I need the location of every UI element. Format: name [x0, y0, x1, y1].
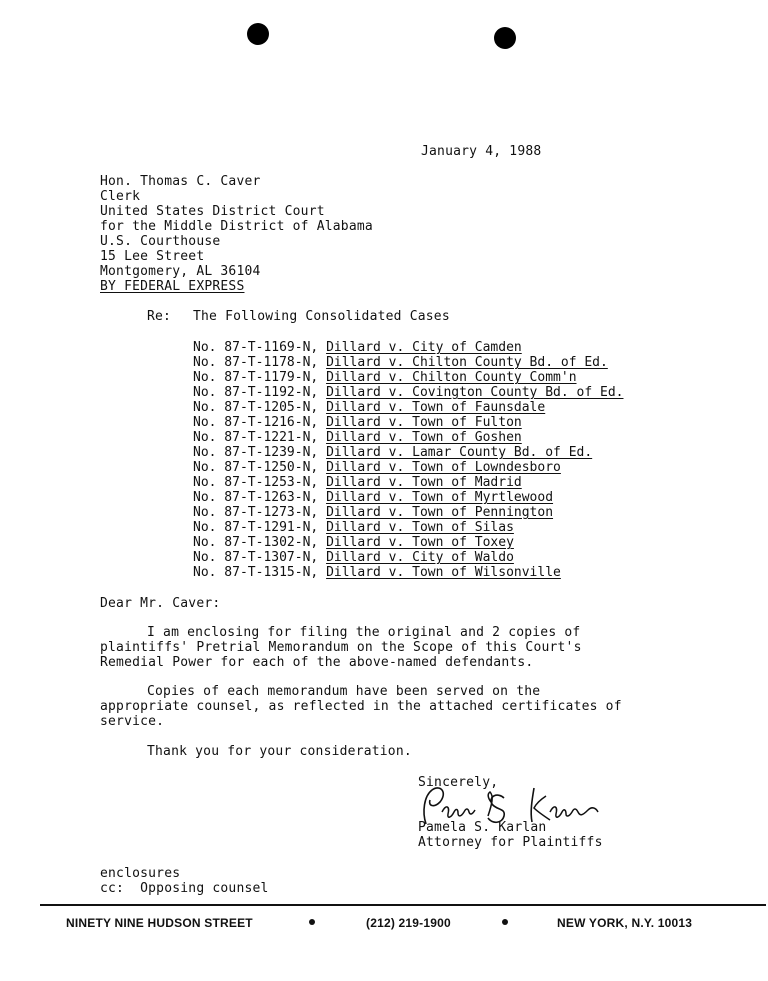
case-caption: Dillard v. Lamar County Bd. of Ed.: [326, 445, 593, 460]
case-item: [193, 535, 514, 550]
case-caption: Dillard v. Chilton County Comm'n: [326, 370, 577, 385]
recipient-line: U.S. Courthouse: [100, 234, 221, 249]
footer-separator-dot: [309, 919, 315, 925]
case-number: No. 87-T-1205-N,: [193, 400, 319, 415]
recipient-line: Montgomery, AL 36104: [100, 264, 261, 279]
signer-title: Attorney for Plaintiffs: [418, 835, 603, 850]
case-item: [193, 520, 514, 535]
case-item: [193, 340, 522, 355]
case-caption: Dillard v. Town of Wilsonville: [326, 565, 561, 580]
punch-hole-right: [494, 27, 516, 49]
case-caption: Dillard v. Town of Myrtlewood: [326, 490, 554, 505]
case-item: [193, 445, 592, 460]
case-caption: Dillard v. Town of Pennington: [326, 505, 554, 520]
case-item: [193, 430, 522, 445]
case-item: [193, 505, 553, 520]
case-caption: Dillard v. Town of Faunsdale: [326, 400, 546, 415]
case-number: No. 87-T-1253-N,: [193, 475, 319, 490]
case-number: No. 87-T-1221-N,: [193, 430, 319, 445]
case-item: [193, 415, 522, 430]
paragraph-line: Remedial Power for each of the above-named defendants.: [100, 655, 534, 670]
footer-street: NINETY NINE HUDSON STREET: [66, 916, 253, 930]
footer-rule: [40, 904, 766, 906]
case-number: No. 87-T-1273-N,: [193, 505, 319, 520]
case-item: [193, 490, 553, 505]
re-label: Re:: [147, 309, 172, 324]
recipient-line: 15 Lee Street: [100, 249, 205, 264]
re-subject: The Following Consolidated Cases: [193, 309, 450, 324]
case-item: [193, 370, 577, 385]
case-item: [193, 475, 522, 490]
case-number: No. 87-T-1239-N,: [193, 445, 319, 460]
footer-city: NEW YORK, N.Y. 10013: [557, 916, 693, 930]
letter-date: January 4, 1988: [421, 144, 542, 159]
closing: Sincerely,: [418, 775, 499, 790]
case-caption: Dillard v. City of Camden: [326, 340, 522, 355]
footer-phone: (212) 219-1900: [366, 916, 451, 930]
case-caption: Dillard v. Chilton County Bd. of Ed.: [326, 355, 608, 370]
case-item: [193, 355, 608, 370]
case-number: No. 87-T-1263-N,: [193, 490, 319, 505]
case-caption: Dillard v. City of Waldo: [326, 550, 514, 565]
case-number: No. 87-T-1192-N,: [193, 385, 319, 400]
delivery-method: BY FEDERAL EXPRESS: [100, 279, 245, 294]
case-number: No. 87-T-1169-N,: [193, 340, 319, 355]
recipient-line: Clerk: [100, 189, 141, 204]
case-caption: Dillard v. Town of Toxey: [326, 535, 514, 550]
case-caption: Dillard v. Town of Fulton: [326, 415, 522, 430]
punch-hole-left: [247, 23, 269, 45]
salutation: Dear Mr. Caver:: [100, 596, 221, 611]
paragraph-line: I am enclosing for filing the original and 2 copies of: [147, 625, 581, 640]
cc-note: cc: Opposing counsel: [100, 881, 269, 896]
case-number: No. 87-T-1307-N,: [193, 550, 319, 565]
case-number: No. 87-T-1250-N,: [193, 460, 319, 475]
case-item: [193, 400, 545, 415]
case-number: No. 87-T-1179-N,: [193, 370, 319, 385]
paragraph-line: Copies of each memorandum have been served on the: [147, 684, 541, 699]
case-item: [193, 550, 514, 565]
recipient-line: for the Middle District of Alabama: [100, 219, 373, 234]
case-caption: Dillard v. Town of Lowndesboro: [326, 460, 561, 475]
case-caption: Dillard v. Covington County Bd. of Ed.: [326, 385, 624, 400]
case-item: [193, 460, 561, 475]
footer-separator-dot: [502, 919, 508, 925]
case-number: No. 87-T-1315-N,: [193, 565, 319, 580]
case-item: [193, 565, 561, 580]
body-paragraph-3: Thank you for your consideration.: [147, 744, 412, 759]
recipient-line: Hon. Thomas C. Caver: [100, 174, 261, 189]
case-caption: Dillard v. Town of Goshen: [326, 430, 522, 445]
case-number: No. 87-T-1291-N,: [193, 520, 319, 535]
case-number: No. 87-T-1302-N,: [193, 535, 319, 550]
signer-name: Pamela S. Karlan: [418, 820, 547, 835]
case-item: [193, 385, 623, 400]
paragraph-line: service.: [100, 714, 165, 729]
case-number: No. 87-T-1216-N,: [193, 415, 319, 430]
paragraph-line: appropriate counsel, as reflected in the attached certificates of: [100, 699, 622, 714]
case-caption: Dillard v. Town of Madrid: [326, 475, 522, 490]
case-caption: Dillard v. Town of Silas: [326, 520, 514, 535]
paragraph-line: plaintiffs' Pretrial Memorandum on the Scope of this Court's: [100, 640, 582, 655]
enclosures-note: enclosures: [100, 866, 181, 881]
case-number: No. 87-T-1178-N,: [193, 355, 319, 370]
recipient-line: United States District Court: [100, 204, 325, 219]
